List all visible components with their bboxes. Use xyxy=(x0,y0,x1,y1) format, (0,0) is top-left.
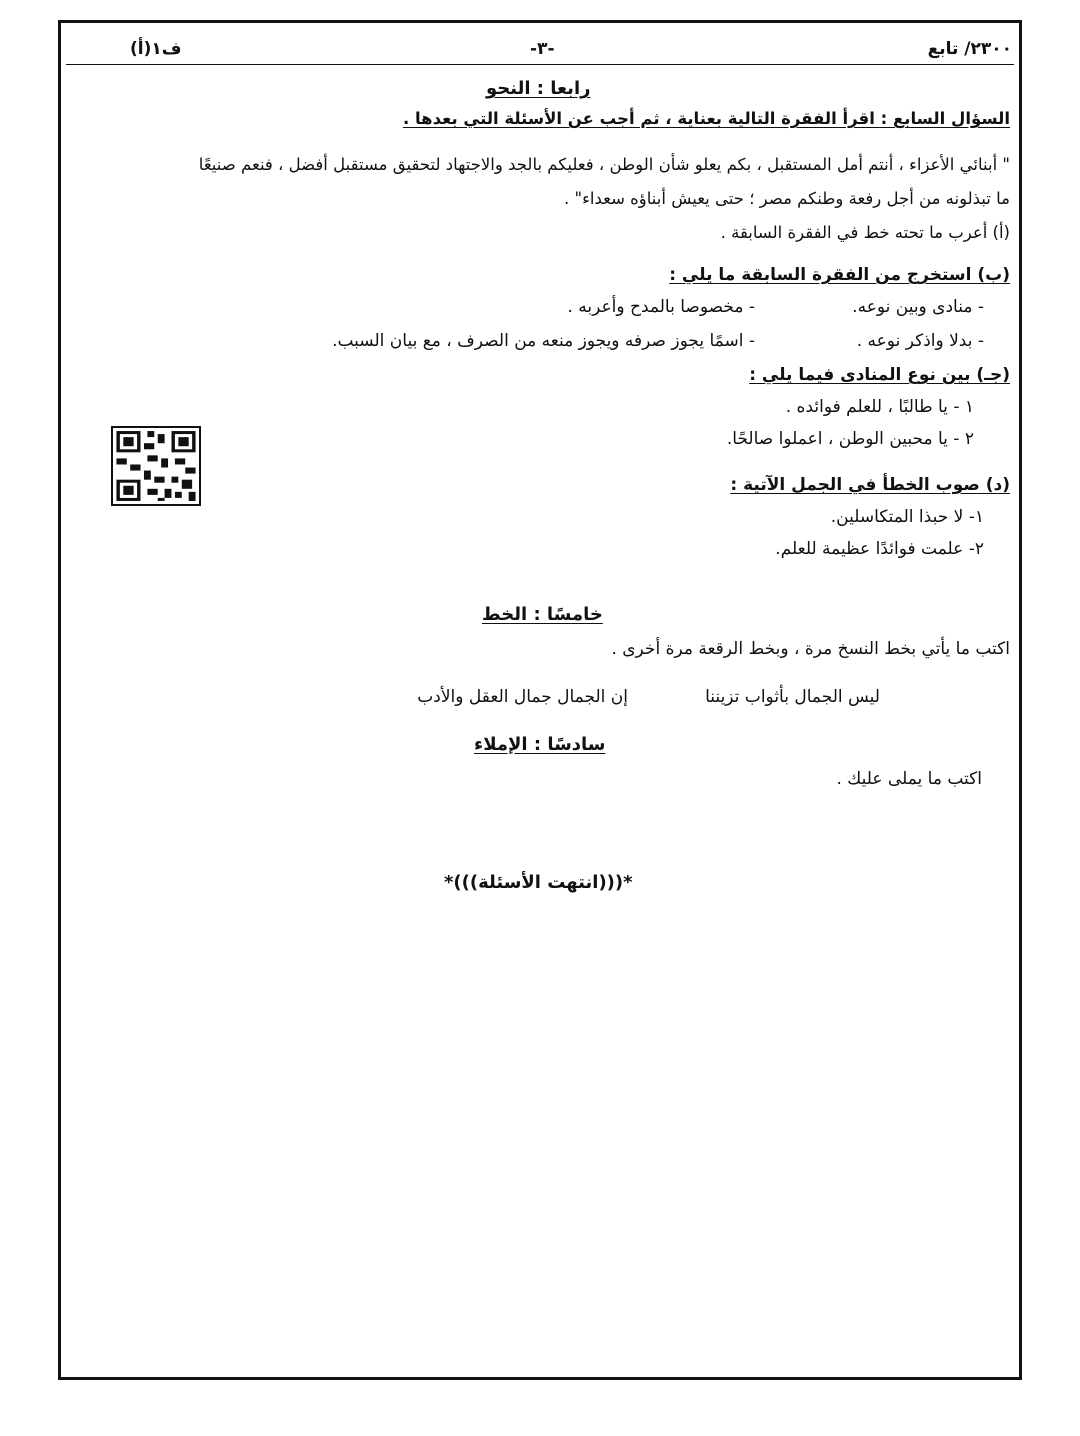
section4-title: رابعا : النحو xyxy=(486,78,591,99)
part-a: (أ) أعرب ما تحته خط في الفقرة السابقة . xyxy=(720,223,1010,242)
form-code: ف١(أ) xyxy=(130,39,182,59)
part-c-item-2: ٢ - يا محبين الوطن ، اعملوا صالحًا. xyxy=(726,429,974,449)
end-of-questions: *(((انتهت الأسئلة)))* xyxy=(444,872,633,893)
verse-part-2: إن الجمال جمال العقل والأدب xyxy=(417,687,628,707)
part-b-title: (ب) استخرج من الفقرة السابقة ما يلي : xyxy=(669,265,1010,285)
part-b-item-3: - بدلا واذكر نوعه . xyxy=(856,331,984,351)
section5-title: خامسًا : الخط xyxy=(482,604,603,625)
section6-instruction: اكتب ما يملى عليك . xyxy=(836,769,982,789)
question-seven-lead: السؤال السابع : اقرأ الفقرة التالية بعناية ، ثم أجب عن الأسئلة التي بعدها . xyxy=(402,109,1010,128)
section5-instruction: اكتب ما يأتي بخط النسخ مرة ، وبخط الرقعة مرة أخرى . xyxy=(611,639,1010,659)
verse-part-1: ليس الجمال بأثواب تزيننا xyxy=(705,687,880,707)
part-b-item-2: - مخصوصا بالمدح وأعربه . xyxy=(567,297,755,317)
part-d-item-1: ١- لا حبذا المتكاسلين. xyxy=(830,507,984,527)
passage-line-1: " أبنائي الأعزاء ، أنتم أمل المستقبل ، بكم يعلو شأن الوطن ، فعليكم بالجد والاجتهاد لتحقيق مستقبل أفضل ، فنعم صنيعًا xyxy=(198,155,1010,174)
part-c-item-1: ١ - يا طالبًا ، للعلم فوائده . xyxy=(785,397,974,417)
part-c-title: (جـ) بين نوع المنادى فيما يلي : xyxy=(749,365,1010,385)
qr-code-icon xyxy=(111,426,201,506)
part-b-item-1: - منادى وبين نوعه. xyxy=(852,297,984,317)
section6-title: سادسًا : الإملاء xyxy=(474,734,606,755)
page-number: -٣- xyxy=(530,39,555,59)
part-d-title: (د) صوب الخطأ في الجمل الآتية : xyxy=(730,475,1010,495)
passage-line-2: ما تبذلونه من أجل رفعة وطنكم مصر ؛ حتى يعيش أبناؤه سعداء" . xyxy=(564,189,1010,208)
header-divider xyxy=(66,64,1014,65)
exam-code: ٢٣٠٠/ تابع xyxy=(927,39,1012,59)
part-d-item-2: ٢- علمت فوائدًا عظيمة للعلم. xyxy=(775,539,984,559)
part-b-item-4: - اسمًا يجوز صرفه ويجوز منعه من الصرف ، مع بيان السبب. xyxy=(332,331,755,351)
